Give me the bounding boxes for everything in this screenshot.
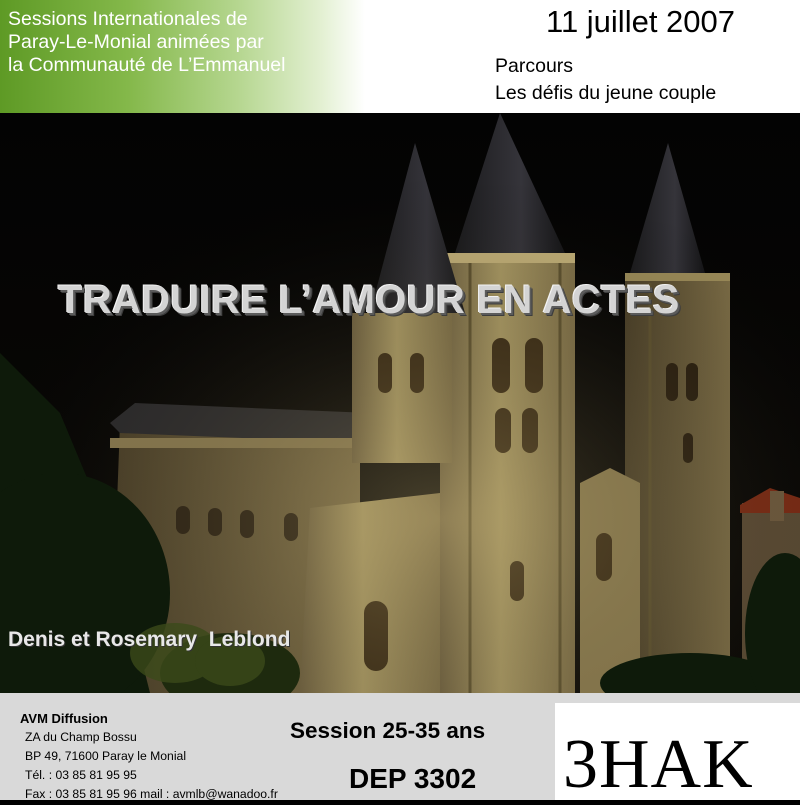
distributor-contact [20,709,278,804]
course-label: Parcours [495,55,574,77]
address-line: ZA du Champ Bossu [25,730,137,744]
fax-mail-line: Fax : 03 85 81 95 96 mail : avmlb@wanadoo.fr [25,787,278,801]
organizer-text [8,8,358,77]
phone-line: Tél. : 03 85 81 95 95 [25,768,137,782]
distributor-name: AVM Diffusion [20,711,108,726]
course-name: Les défis du jeune couple [495,82,717,104]
basilica-photo [0,113,800,693]
footer-band [0,693,800,803]
organizer-line: la Communauté de L’Emmanuel [8,54,286,76]
session-date: 11 juillet 2007 [546,4,736,39]
organizer-line: Paray-Le-Monial animées par [8,31,264,53]
header-band [0,0,800,113]
product-code-box [555,703,800,803]
basilica-illustration [0,113,800,693]
organizer-line: Sessions Internationales de [8,8,248,30]
session-label: Session 25-35 ans [290,718,486,743]
product-code: 3HAK [563,726,754,803]
course-info [495,53,716,107]
dep-number: DEP 3302 [349,763,477,794]
address-line: BP 49, 71600 Paray le Monial [25,749,187,763]
authors-names: Denis et Rosemary Leblond [8,628,291,651]
main-title: TRADUIRE L’AMOUR EN ACTES [58,278,680,322]
